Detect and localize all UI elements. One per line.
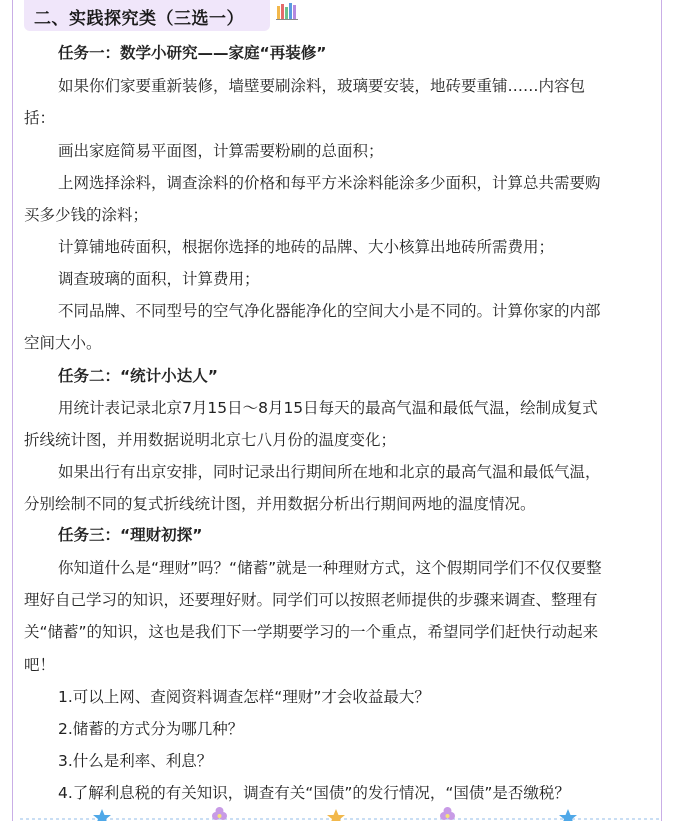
paragraph-line: 如果你们家要重新装修，墙壁要刷涂料，玻璃要安装，地砖要重铺……内容包	[58, 77, 586, 95]
task-three-heading: 任务三：“理财初探”	[58, 526, 203, 544]
paragraph-line: 计算铺地砖面积，根据你选择的地砖的品牌、大小核算出地砖所需费用；	[58, 238, 555, 256]
paragraph-line: 调查玻璃的面积，计算费用；	[58, 270, 260, 288]
decorative-footer	[20, 805, 660, 821]
task-two-heading: 任务二：“统计小达人”	[58, 367, 218, 385]
books-icon	[276, 2, 300, 20]
section-title: 二、实践探究类（三选一）	[34, 9, 244, 29]
paragraph-line: 上网选择涂料，调查涂料的价格和每平方米涂料能涂多少面积，计算总共需要购	[58, 174, 601, 192]
paragraph-line: 分别绘制不同的复式折线统计图，并用数据分析出行期间两地的温度情况。	[24, 495, 536, 513]
flower-icon	[440, 807, 455, 820]
paragraph-line: 吧！	[24, 656, 56, 674]
paragraph-line: 买多少钱的涂料；	[24, 206, 149, 224]
paragraph-line: 括：	[24, 109, 56, 127]
task-one-heading: 任务一：数学小研究——家庭“再装修”	[58, 44, 327, 62]
list-item: 1.可以上网、查阅资料调查怎样“理财”才会收益最大？	[58, 688, 430, 706]
paragraph-line: 用统计表记录北京7月15日～8月15日每天的最高气温和最低气温，绘制成复式	[58, 399, 598, 417]
list-item: 2.储蓄的方式分为哪几种？	[58, 720, 244, 738]
paragraph-line: 关“储蓄”的知识，这也是我们下一学期要学习的一个重点，希望同学们赶快行动起来	[24, 623, 599, 641]
paragraph-line: 如果出行有出京安排，同时记录出行期间所在地和北京的最高气温和最低气温，	[58, 463, 601, 481]
list-item: 3.什么是利率、利息？	[58, 752, 213, 770]
paragraph-line: 空间大小。	[24, 334, 102, 352]
paragraph-line: 理好自己学习的知识，还要理好财。同学们可以按照老师提供的步骤来调查、整理有	[24, 591, 598, 609]
paragraph-line: 你知道什么是“理财”吗？“储蓄”就是一种理财方式，这个假期同学们不仅仅要整	[58, 559, 602, 577]
list-item: 4.了解利息税的有关知识，调查有关“国债”的发行情况，“国债”是否缴税？	[58, 784, 570, 802]
flower-icon	[212, 807, 227, 820]
section-title-banner	[24, 0, 270, 31]
paragraph-line: 折线统计图，并用数据说明北京七八月份的温度变化；	[24, 431, 397, 449]
paragraph-line: 不同品牌、不同型号的空气净化器能净化的空间大小是不同的。计算你家的内部	[58, 302, 601, 320]
star-icon	[93, 809, 111, 821]
star-icon	[327, 809, 345, 821]
paragraph-line: 画出家庭简易平面图，计算需要粉刷的总面积；	[58, 142, 384, 160]
